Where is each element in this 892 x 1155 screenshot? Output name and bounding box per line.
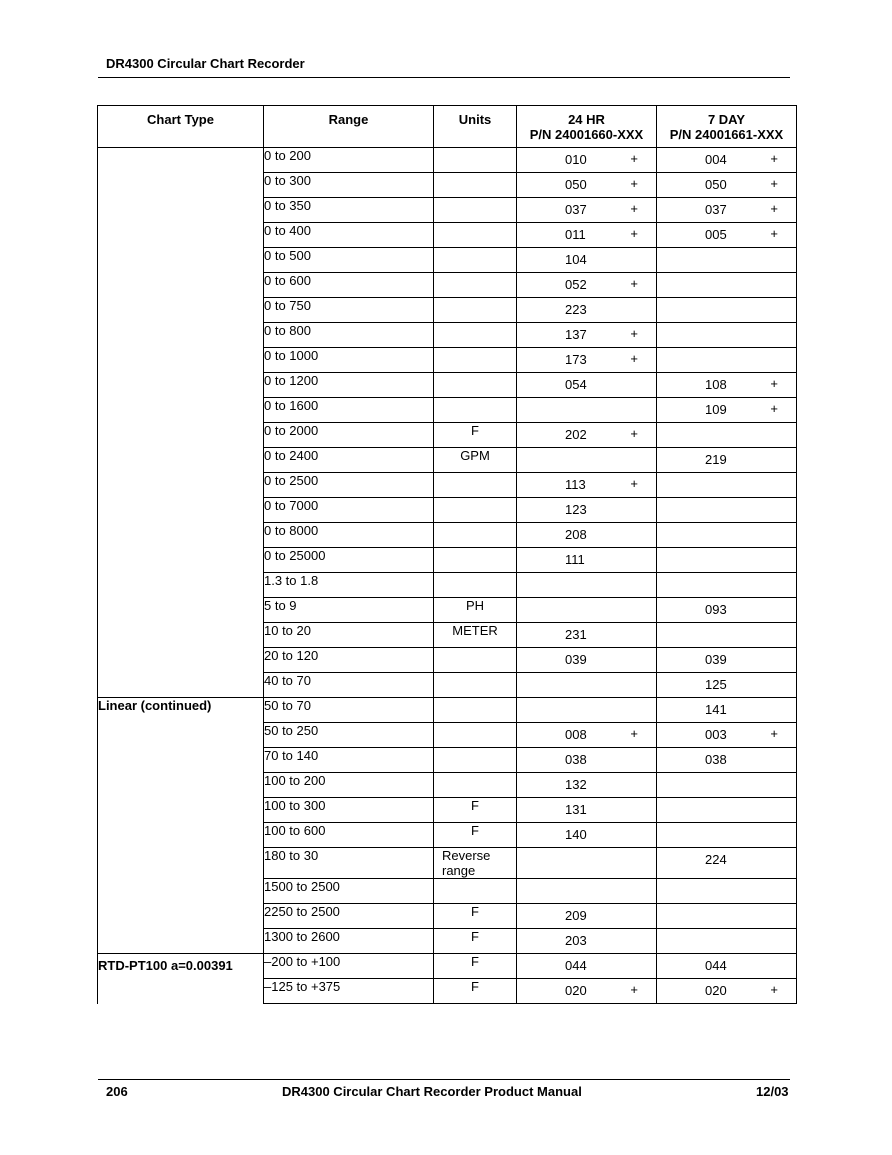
part-code-cell-24hr xyxy=(517,723,657,748)
plus-marker-24hr: + xyxy=(630,151,638,166)
col-header-7day xyxy=(657,106,797,148)
part-code-cell-7day xyxy=(657,198,797,223)
part-code-cell-24hr xyxy=(517,398,657,423)
range-cell: 0 to 200 xyxy=(264,148,434,173)
part-code-cell-24hr xyxy=(517,698,657,723)
part-code-cell-24hr xyxy=(517,929,657,954)
part-code-cell-24hr xyxy=(517,323,657,348)
header-rule xyxy=(98,77,790,78)
part-code-7day: 109 xyxy=(705,402,727,417)
part-code-7day: 219 xyxy=(705,452,727,467)
footer-manual-title: DR4300 Circular Chart Recorder Product Manual xyxy=(282,1084,582,1099)
plus-marker-7day: + xyxy=(770,726,778,741)
units-cell xyxy=(434,523,517,548)
range-cell: 1300 to 2600 xyxy=(264,929,434,954)
part-code-cell-24hr xyxy=(517,448,657,473)
plus-marker-24hr: + xyxy=(630,351,638,366)
units-cell xyxy=(434,373,517,398)
plus-marker-7day: + xyxy=(770,151,778,166)
part-code-cell-24hr xyxy=(517,623,657,648)
range-cell: 0 to 1000 xyxy=(264,348,434,373)
part-code-cell-7day xyxy=(657,348,797,373)
range-cell: 100 to 300 xyxy=(264,798,434,823)
part-code-cell-7day xyxy=(657,929,797,954)
range-cell: 1.3 to 1.8 xyxy=(264,573,434,598)
part-code-cell-7day xyxy=(657,423,797,448)
range-cell: 0 to 300 xyxy=(264,173,434,198)
plus-marker-7day: + xyxy=(770,176,778,191)
part-code-cell-24hr xyxy=(517,148,657,173)
part-code-cell-24hr xyxy=(517,748,657,773)
plus-marker-7day: + xyxy=(770,226,778,241)
part-code-cell-7day xyxy=(657,148,797,173)
part-code-cell-7day xyxy=(657,298,797,323)
part-code-cell-24hr xyxy=(517,473,657,498)
units-cell: F xyxy=(434,929,517,954)
part-code-cell-24hr xyxy=(517,348,657,373)
part-code-cell-24hr xyxy=(517,648,657,673)
units-cell: GPM xyxy=(434,448,517,473)
part-code-cell-7day xyxy=(657,398,797,423)
part-code-cell-7day xyxy=(657,723,797,748)
part-code-cell-7day xyxy=(657,848,797,879)
part-code-cell-24hr xyxy=(517,298,657,323)
units-cell xyxy=(434,498,517,523)
range-cell: 70 to 140 xyxy=(264,748,434,773)
part-code-cell-7day xyxy=(657,904,797,929)
part-code-cell-24hr xyxy=(517,979,657,1004)
part-code-7day: 125 xyxy=(705,677,727,692)
part-code-24hr: 039 xyxy=(565,652,587,667)
part-code-cell-7day xyxy=(657,598,797,623)
range-cell: 0 to 25000 xyxy=(264,548,434,573)
units-cell xyxy=(434,348,517,373)
units-cell xyxy=(434,323,517,348)
part-code-24hr: 052 xyxy=(565,277,587,292)
plus-marker-7day: + xyxy=(770,401,778,416)
part-code-24hr: 054 xyxy=(565,377,587,392)
units-cell: F xyxy=(434,798,517,823)
part-code-cell-7day xyxy=(657,773,797,798)
plus-marker-24hr: + xyxy=(630,982,638,997)
part-code-cell-24hr xyxy=(517,523,657,548)
part-code-cell-24hr xyxy=(517,673,657,698)
units-cell xyxy=(434,698,517,723)
part-code-cell-24hr xyxy=(517,248,657,273)
range-cell: –125 to +375 xyxy=(264,979,434,1004)
units-cell xyxy=(434,473,517,498)
units-cell xyxy=(434,398,517,423)
chart-part-number-table xyxy=(97,105,797,1004)
part-code-cell-7day xyxy=(657,498,797,523)
units-cell xyxy=(434,773,517,798)
part-code-cell-7day xyxy=(657,548,797,573)
units-cell xyxy=(434,548,517,573)
part-code-24hr: 209 xyxy=(565,908,587,923)
part-code-cell-24hr xyxy=(517,198,657,223)
part-code-cell-7day xyxy=(657,748,797,773)
col-header-7day-line2: P/N 24001661-XXX xyxy=(669,127,784,142)
part-code-cell-24hr xyxy=(517,879,657,904)
part-code-cell-24hr xyxy=(517,273,657,298)
chart-type-cell xyxy=(98,148,264,698)
plus-marker-24hr: + xyxy=(630,426,638,441)
range-cell: 20 to 120 xyxy=(264,648,434,673)
plus-marker-24hr: + xyxy=(630,726,638,741)
range-cell: 50 to 70 xyxy=(264,698,434,723)
units-cell xyxy=(434,173,517,198)
plus-marker-24hr: + xyxy=(630,226,638,241)
range-cell: 0 to 500 xyxy=(264,248,434,273)
part-code-7day: 003 xyxy=(705,727,727,742)
part-code-cell-24hr xyxy=(517,798,657,823)
plus-marker-7day: + xyxy=(770,982,778,997)
part-code-24hr: 104 xyxy=(565,252,587,267)
plus-marker-24hr: + xyxy=(630,476,638,491)
units-cell xyxy=(434,198,517,223)
table-body xyxy=(98,148,797,1004)
range-cell: 1500 to 2500 xyxy=(264,879,434,904)
col-header-24hr-line2: P/N 24001660-XXX xyxy=(529,127,644,142)
page-number: 206 xyxy=(106,1084,128,1099)
part-code-7day: 038 xyxy=(705,752,727,767)
range-cell: 50 to 250 xyxy=(264,723,434,748)
part-code-cell-24hr xyxy=(517,773,657,798)
plus-marker-7day: + xyxy=(770,376,778,391)
units-cell xyxy=(434,248,517,273)
part-code-24hr: 113 xyxy=(565,477,586,492)
units-cell xyxy=(434,879,517,904)
part-code-24hr: 223 xyxy=(565,302,587,317)
part-code-7day: 224 xyxy=(705,852,727,867)
range-cell: 0 to 2000 xyxy=(264,423,434,448)
range-cell: 100 to 200 xyxy=(264,773,434,798)
part-code-7day: 141 xyxy=(705,702,727,717)
units-cell xyxy=(434,573,517,598)
part-code-7day: 050 xyxy=(705,177,727,192)
part-code-cell-7day xyxy=(657,954,797,979)
part-code-24hr: 008 xyxy=(565,727,587,742)
part-code-cell-7day xyxy=(657,248,797,273)
part-code-24hr: 123 xyxy=(565,502,587,517)
range-cell: 0 to 1200 xyxy=(264,373,434,398)
part-code-24hr: 140 xyxy=(565,827,587,842)
part-code-7day: 039 xyxy=(705,652,727,667)
chart-type-cell: RTD-PT100 a=0.00391 xyxy=(98,954,264,1004)
units-cell xyxy=(434,223,517,248)
range-cell: 0 to 350 xyxy=(264,198,434,223)
part-code-cell-24hr xyxy=(517,823,657,848)
part-code-cell-24hr xyxy=(517,223,657,248)
range-cell: 0 to 7000 xyxy=(264,498,434,523)
part-code-24hr: 010 xyxy=(565,152,587,167)
part-code-cell-24hr xyxy=(517,173,657,198)
table-row xyxy=(98,954,797,979)
units-cell xyxy=(434,273,517,298)
table-row xyxy=(98,148,797,173)
range-cell: 0 to 800 xyxy=(264,323,434,348)
units-cell xyxy=(434,148,517,173)
part-code-24hr: 044 xyxy=(565,958,587,973)
units-cell: F xyxy=(434,979,517,1004)
part-code-cell-7day xyxy=(657,323,797,348)
plus-marker-24hr: + xyxy=(630,201,638,216)
part-code-cell-24hr xyxy=(517,598,657,623)
part-code-cell-24hr xyxy=(517,548,657,573)
units-cell xyxy=(434,648,517,673)
plus-marker-24hr: + xyxy=(630,176,638,191)
part-code-cell-7day xyxy=(657,273,797,298)
plus-marker-24hr: + xyxy=(630,326,638,341)
table-row xyxy=(98,698,797,723)
range-cell: 10 to 20 xyxy=(264,623,434,648)
part-code-cell-24hr xyxy=(517,573,657,598)
col-header-24hr-line1: 24 HR xyxy=(568,112,605,127)
range-cell: 2250 to 2500 xyxy=(264,904,434,929)
part-code-24hr: 231 xyxy=(565,627,587,642)
part-code-7day: 004 xyxy=(705,152,727,167)
part-code-cell-7day xyxy=(657,798,797,823)
range-cell: 5 to 9 xyxy=(264,598,434,623)
part-code-cell-24hr xyxy=(517,904,657,929)
part-code-24hr: 173 xyxy=(565,352,587,367)
units-cell xyxy=(434,298,517,323)
col-header-7day-line1: 7 DAY xyxy=(707,112,746,127)
part-code-cell-7day xyxy=(657,173,797,198)
units-cell: PH xyxy=(434,598,517,623)
units-cell: F xyxy=(434,904,517,929)
part-code-cell-24hr xyxy=(517,954,657,979)
part-code-cell-24hr xyxy=(517,498,657,523)
footer-rule xyxy=(98,1079,790,1080)
part-code-24hr: 203 xyxy=(565,933,587,948)
range-cell: –200 to +100 xyxy=(264,954,434,979)
part-code-cell-7day xyxy=(657,523,797,548)
units-cell: METER xyxy=(434,623,517,648)
units-cell: F xyxy=(434,823,517,848)
col-header-chart-type: Chart Type xyxy=(98,106,264,148)
units-cell: F xyxy=(434,423,517,448)
part-code-24hr: 132 xyxy=(565,777,587,792)
col-header-units: Units xyxy=(434,106,517,148)
plus-marker-24hr: + xyxy=(630,276,638,291)
part-code-cell-7day xyxy=(657,448,797,473)
range-cell: 0 to 400 xyxy=(264,223,434,248)
col-header-range: Range xyxy=(264,106,434,148)
units-cell: F xyxy=(434,954,517,979)
range-cell: 0 to 600 xyxy=(264,273,434,298)
part-code-cell-7day xyxy=(657,223,797,248)
part-code-24hr: 202 xyxy=(565,427,587,442)
part-code-7day: 093 xyxy=(705,602,727,617)
plus-marker-7day: + xyxy=(770,201,778,216)
part-code-24hr: 050 xyxy=(565,177,587,192)
part-code-24hr: 131 xyxy=(565,802,587,817)
range-cell: 100 to 600 xyxy=(264,823,434,848)
page-header-title: DR4300 Circular Chart Recorder xyxy=(106,56,305,71)
range-cell: 40 to 70 xyxy=(264,673,434,698)
part-code-cell-24hr xyxy=(517,423,657,448)
part-code-7day: 044 xyxy=(705,958,727,973)
footer-date: 12/03 xyxy=(756,1084,789,1099)
units-cell xyxy=(434,723,517,748)
part-code-24hr: 011 xyxy=(565,227,586,242)
part-code-cell-24hr xyxy=(517,373,657,398)
part-code-cell-7day xyxy=(657,698,797,723)
units-cell xyxy=(434,673,517,698)
part-code-cell-7day xyxy=(657,823,797,848)
range-cell: 0 to 2500 xyxy=(264,473,434,498)
range-cell: 0 to 750 xyxy=(264,298,434,323)
range-cell: 0 to 2400 xyxy=(264,448,434,473)
part-code-24hr: 037 xyxy=(565,202,587,217)
part-code-cell-7day xyxy=(657,648,797,673)
range-cell: 180 to 30 xyxy=(264,848,434,879)
part-code-7day: 005 xyxy=(705,227,727,242)
part-code-24hr: 038 xyxy=(565,752,587,767)
col-header-24hr xyxy=(517,106,657,148)
part-code-cell-24hr xyxy=(517,848,657,879)
range-cell: 0 to 8000 xyxy=(264,523,434,548)
units-cell: Reverse range xyxy=(434,848,517,879)
table-header-row xyxy=(98,106,797,148)
part-code-24hr: 111 xyxy=(565,552,585,567)
range-cell: 0 to 1600 xyxy=(264,398,434,423)
part-code-24hr: 137 xyxy=(565,327,587,342)
part-code-cell-7day xyxy=(657,573,797,598)
part-code-7day: 037 xyxy=(705,202,727,217)
part-code-cell-7day xyxy=(657,373,797,398)
part-code-24hr: 208 xyxy=(565,527,587,542)
part-code-7day: 020 xyxy=(705,983,727,998)
chart-type-cell: Linear (continued) xyxy=(98,698,264,954)
part-code-cell-7day xyxy=(657,879,797,904)
part-code-cell-7day xyxy=(657,979,797,1004)
part-code-7day: 108 xyxy=(705,377,727,392)
part-code-cell-7day xyxy=(657,623,797,648)
units-cell xyxy=(434,748,517,773)
part-code-cell-7day xyxy=(657,673,797,698)
part-code-cell-7day xyxy=(657,473,797,498)
part-code-24hr: 020 xyxy=(565,983,587,998)
